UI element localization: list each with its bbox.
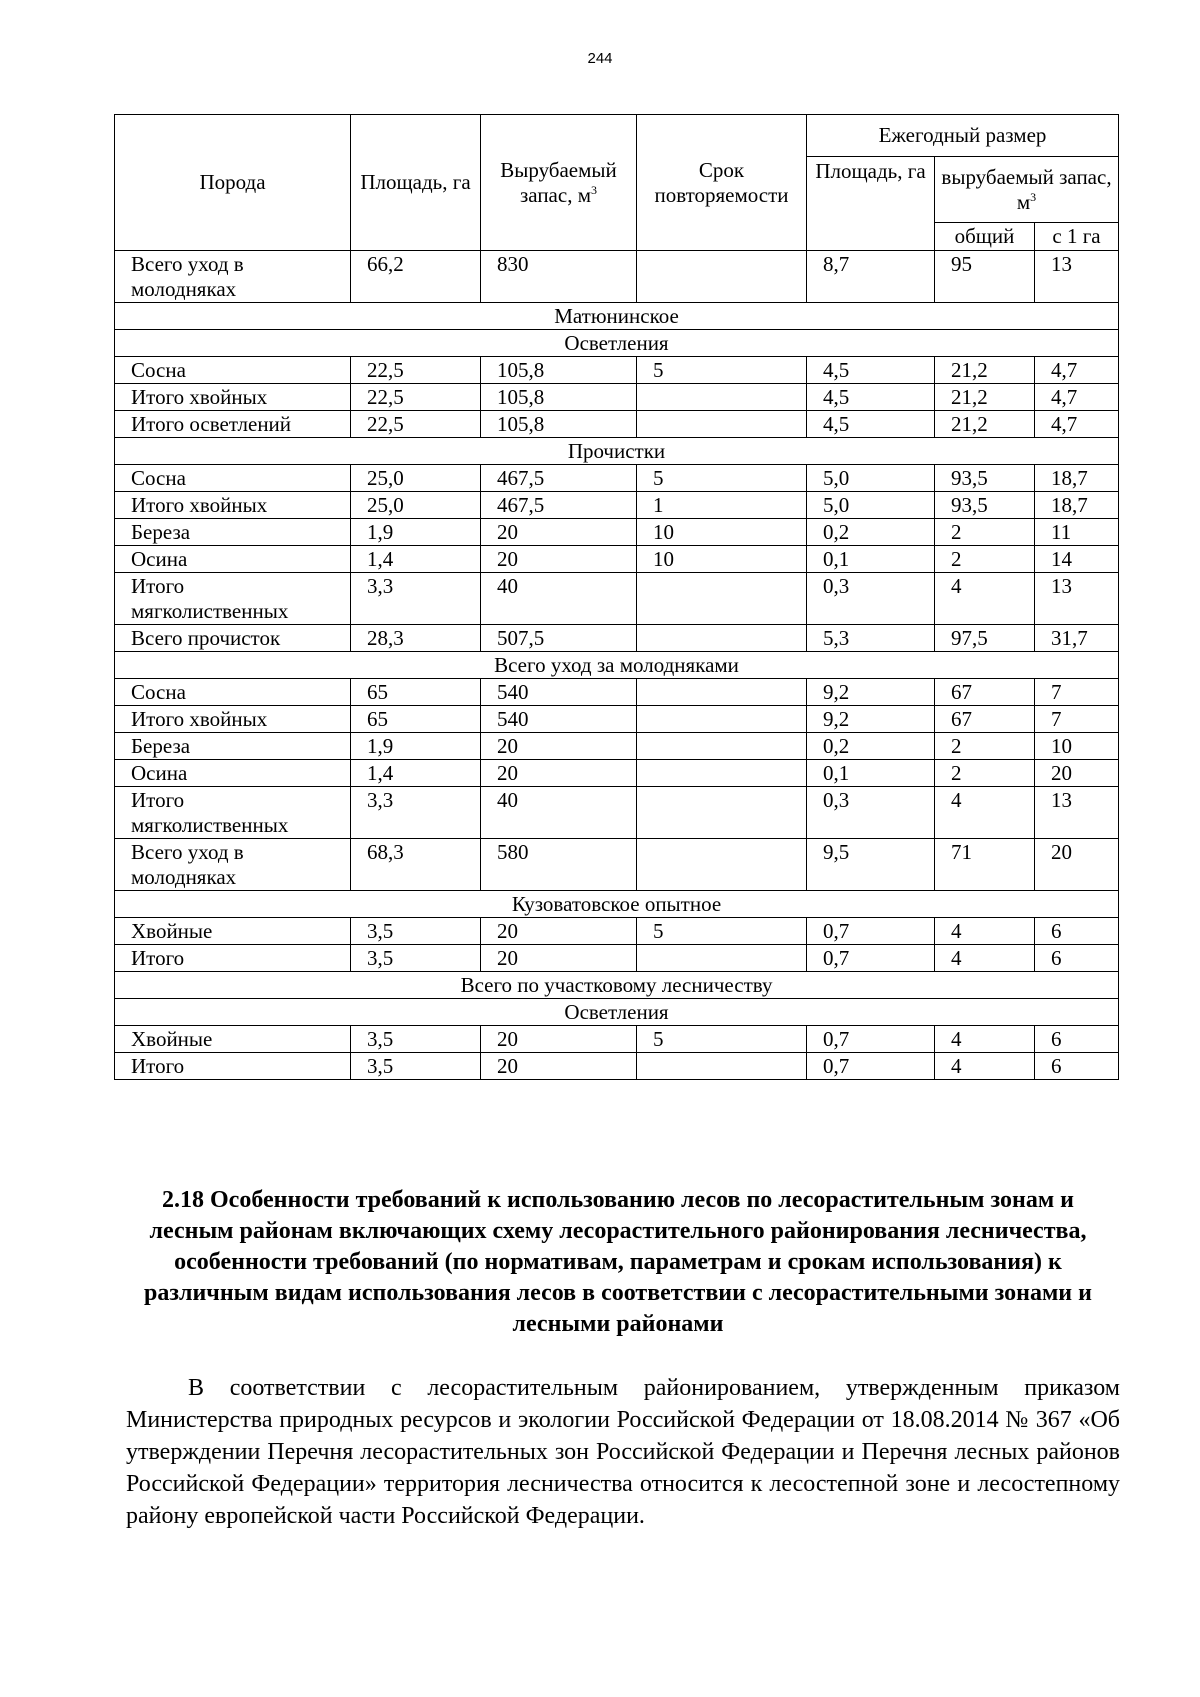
cell-annual-per-ha: 6 xyxy=(1035,918,1119,945)
cell-annual-per-ha: 4,7 xyxy=(1035,357,1119,384)
table-row xyxy=(115,492,1119,519)
cell-annual-area: 9,2 xyxy=(807,679,935,706)
cell-annual-per-ha: 7 xyxy=(1035,706,1119,733)
cell-annual-area: 5,0 xyxy=(807,492,935,519)
cell-annual-area: 4,5 xyxy=(807,384,935,411)
cell-period xyxy=(637,384,807,411)
cell-stock: 20 xyxy=(481,1026,637,1053)
table-row xyxy=(115,625,1119,652)
cell-annual-total: 97,5 xyxy=(935,625,1035,652)
cell-annual-area: 0,1 xyxy=(807,760,935,787)
cell-area: 1,9 xyxy=(351,733,481,760)
body-paragraph: В соответствии с лесорастительным районированием, утвержденным приказом Министерства природных ресурсов и экологии Российской Федерации от 18.08.2014 № 367 «Об утверждении Перечня лесорастительных зон Российской Федерации и Перечня лесных районов Российской Федерации» территория лесничества относится к лесостепной зоне и лесостепному району европейской части Российской Федерации. xyxy=(126,1375,1120,1529)
cell-species: Хвойные xyxy=(115,918,351,945)
cell-annual-area: 0,7 xyxy=(807,1053,935,1080)
cell-stock: 20 xyxy=(481,1053,637,1080)
cell-period: 5 xyxy=(637,465,807,492)
cell-species: Береза xyxy=(115,519,351,546)
cell-annual-per-ha: 4,7 xyxy=(1035,384,1119,411)
section-row xyxy=(115,330,1119,357)
cell-species: Сосна xyxy=(115,357,351,384)
cell-period xyxy=(637,787,807,839)
cell-stock: 830 xyxy=(481,251,637,303)
header-area: Площадь, га xyxy=(351,115,481,251)
cell-stock: 580 xyxy=(481,839,637,891)
cell-annual-total: 2 xyxy=(935,733,1035,760)
cell-stock: 540 xyxy=(481,706,637,733)
page-number: 244 xyxy=(587,50,613,67)
cell-annual-per-ha: 14 xyxy=(1035,546,1119,573)
cell-annual-total: 4 xyxy=(935,787,1035,839)
section-label: Осветления xyxy=(115,330,1119,357)
cell-period xyxy=(637,760,807,787)
cell-period xyxy=(637,251,807,303)
cell-annual-per-ha: 31,7 xyxy=(1035,625,1119,652)
cell-species: Итого осветлений xyxy=(115,411,351,438)
cell-species: Береза xyxy=(115,733,351,760)
cell-period xyxy=(637,411,807,438)
cell-area: 22,5 xyxy=(351,384,481,411)
cell-annual-area: 5,0 xyxy=(807,465,935,492)
cell-annual-total: 2 xyxy=(935,519,1035,546)
cell-annual-area: 0,1 xyxy=(807,546,935,573)
table-row xyxy=(115,679,1119,706)
cell-species: Сосна xyxy=(115,679,351,706)
cell-area: 25,0 xyxy=(351,465,481,492)
cell-stock: 20 xyxy=(481,733,637,760)
cell-stock: 40 xyxy=(481,573,637,625)
cell-annual-area: 0,7 xyxy=(807,918,935,945)
cell-annual-per-ha: 7 xyxy=(1035,679,1119,706)
table-row xyxy=(115,519,1119,546)
cell-species: Хвойные xyxy=(115,1026,351,1053)
cell-period: 5 xyxy=(637,918,807,945)
header-period: Срок повторяемости xyxy=(637,115,807,251)
cell-annual-total: 67 xyxy=(935,706,1035,733)
cell-species: Итого хвойных xyxy=(115,706,351,733)
cell-annual-area: 0,7 xyxy=(807,1026,935,1053)
cell-annual-per-ha: 6 xyxy=(1035,945,1119,972)
cell-annual-area: 9,5 xyxy=(807,839,935,891)
table-row xyxy=(115,1053,1119,1080)
cell-stock: 467,5 xyxy=(481,492,637,519)
cell-area: 66,2 xyxy=(351,251,481,303)
table-row xyxy=(115,945,1119,972)
table-row xyxy=(115,573,1119,625)
cell-period: 10 xyxy=(637,519,807,546)
table-row xyxy=(115,839,1119,891)
section-label: Всего по участковому лесничеству xyxy=(115,972,1119,999)
cell-area: 65 xyxy=(351,706,481,733)
cell-annual-total: 21,2 xyxy=(935,384,1035,411)
cell-annual-total: 95 xyxy=(935,251,1035,303)
section-row xyxy=(115,652,1119,679)
cell-annual-total: 67 xyxy=(935,679,1035,706)
table-row xyxy=(115,706,1119,733)
cell-area: 3,3 xyxy=(351,787,481,839)
table-header xyxy=(115,115,1119,251)
cell-annual-area: 0,2 xyxy=(807,733,935,760)
table-row xyxy=(115,384,1119,411)
cell-annual-per-ha: 13 xyxy=(1035,787,1119,839)
cell-annual-total: 21,2 xyxy=(935,357,1035,384)
cell-period xyxy=(637,573,807,625)
cell-area: 22,5 xyxy=(351,357,481,384)
cell-annual-per-ha: 13 xyxy=(1035,251,1119,303)
cell-species: Итого хвойных xyxy=(115,384,351,411)
cell-area: 68,3 xyxy=(351,839,481,891)
cell-annual-total: 4 xyxy=(935,1053,1035,1080)
cell-annual-total: 93,5 xyxy=(935,465,1035,492)
cell-annual-area: 4,5 xyxy=(807,411,935,438)
section-row xyxy=(115,999,1119,1026)
table-row xyxy=(115,760,1119,787)
table-row xyxy=(115,733,1119,760)
cell-annual-per-ha: 4,7 xyxy=(1035,411,1119,438)
cell-species: Итого xyxy=(115,1053,351,1080)
section-label: Матюнинское xyxy=(115,303,1119,330)
cell-area: 25,0 xyxy=(351,492,481,519)
cell-species: Итого хвойных xyxy=(115,492,351,519)
section-label: Осветления xyxy=(115,999,1119,1026)
cell-annual-area: 0,7 xyxy=(807,945,935,972)
cell-annual-per-ha: 13 xyxy=(1035,573,1119,625)
cell-annual-per-ha: 6 xyxy=(1035,1053,1119,1080)
cell-annual-per-ha: 18,7 xyxy=(1035,465,1119,492)
cell-stock: 540 xyxy=(481,679,637,706)
cell-annual-area: 5,3 xyxy=(807,625,935,652)
section-row xyxy=(115,303,1119,330)
cell-species: Всего уход в молодняках xyxy=(115,251,351,303)
cell-period xyxy=(637,733,807,760)
cell-area: 22,5 xyxy=(351,411,481,438)
cell-species: Сосна xyxy=(115,465,351,492)
section-heading: 2.18 Особенности требований к использованию лесов по лесорастительным зонам и лесным районам включающих схему лесорастительного районирования лесничества, особенности требований (по нормативам, параметрам и срокам использования) к различным видам использования лесов в соответствии с лесорастительными зонами и лесными районами xyxy=(144,1187,1092,1337)
section-label: Кузоватовское опытное xyxy=(115,891,1119,918)
cell-annual-area: 0,3 xyxy=(807,787,935,839)
section-label: Прочистки xyxy=(115,438,1119,465)
cell-species: Итого xyxy=(115,945,351,972)
cell-period xyxy=(637,625,807,652)
table-row xyxy=(115,787,1119,839)
cell-stock: 20 xyxy=(481,918,637,945)
cell-species: Итого мягколиственных xyxy=(115,573,351,625)
cell-period xyxy=(637,1053,807,1080)
cell-annual-per-ha: 10 xyxy=(1035,733,1119,760)
header-annual: Ежегодный размер xyxy=(807,115,1119,157)
cell-stock: 105,8 xyxy=(481,357,637,384)
header-annual-area: Площадь, га xyxy=(807,157,935,251)
cell-stock: 507,5 xyxy=(481,625,637,652)
cell-area: 28,3 xyxy=(351,625,481,652)
table-row xyxy=(115,357,1119,384)
table-row xyxy=(115,465,1119,492)
cell-annual-total: 2 xyxy=(935,546,1035,573)
cell-annual-total: 71 xyxy=(935,839,1035,891)
cell-period: 1 xyxy=(637,492,807,519)
table-row xyxy=(115,546,1119,573)
cell-annual-per-ha: 6 xyxy=(1035,1026,1119,1053)
cell-area: 3,5 xyxy=(351,1026,481,1053)
cell-area: 3,5 xyxy=(351,918,481,945)
cell-stock: 20 xyxy=(481,945,637,972)
table-body xyxy=(115,251,1119,1080)
cell-annual-per-ha: 20 xyxy=(1035,839,1119,891)
cell-period xyxy=(637,706,807,733)
table-row xyxy=(115,1026,1119,1053)
cell-stock: 40 xyxy=(481,787,637,839)
cell-annual-total: 93,5 xyxy=(935,492,1035,519)
cell-annual-area: 0,3 xyxy=(807,573,935,625)
cell-annual-per-ha: 18,7 xyxy=(1035,492,1119,519)
cell-annual-total: 21,2 xyxy=(935,411,1035,438)
cell-area: 3,5 xyxy=(351,945,481,972)
cell-annual-total: 4 xyxy=(935,573,1035,625)
header-annual-stock: вырубаемый запас, $м^3$ xyxy=(935,157,1119,223)
cell-annual-area: 4,5 xyxy=(807,357,935,384)
cell-stock: 20 xyxy=(481,519,637,546)
section-row xyxy=(115,891,1119,918)
cell-period: 10 xyxy=(637,546,807,573)
cell-period xyxy=(637,945,807,972)
section-row xyxy=(115,438,1119,465)
cell-species: Осина xyxy=(115,546,351,573)
header-total: общий xyxy=(935,223,1035,251)
cell-annual-area: 8,7 xyxy=(807,251,935,303)
cell-period xyxy=(637,839,807,891)
cell-area: 3,3 xyxy=(351,573,481,625)
cell-stock: 105,8 xyxy=(481,411,637,438)
cell-annual-area: 9,2 xyxy=(807,706,935,733)
cell-area: 1,4 xyxy=(351,546,481,573)
cell-species: Осина xyxy=(115,760,351,787)
cell-area: 3,5 xyxy=(351,1053,481,1080)
cell-annual-total: 4 xyxy=(935,945,1035,972)
cell-species: Всего прочисток xyxy=(115,625,351,652)
cell-stock: 105,8 xyxy=(481,384,637,411)
section-label: Всего уход за молодняками xyxy=(115,652,1119,679)
cell-period: 5 xyxy=(637,357,807,384)
cell-annual-per-ha: 20 xyxy=(1035,760,1119,787)
cell-area: 1,4 xyxy=(351,760,481,787)
header-species: Порода xyxy=(115,115,351,251)
cell-annual-total: 4 xyxy=(935,918,1035,945)
cell-stock: 20 xyxy=(481,760,637,787)
cell-area: 1,9 xyxy=(351,519,481,546)
cell-stock: 20 xyxy=(481,546,637,573)
cell-period: 5 xyxy=(637,1026,807,1053)
section-row xyxy=(115,972,1119,999)
harvest-table xyxy=(114,114,1119,1080)
cell-stock: 467,5 xyxy=(481,465,637,492)
table-row xyxy=(115,918,1119,945)
cell-annual-total: 4 xyxy=(935,1026,1035,1053)
cell-annual-area: 0,2 xyxy=(807,519,935,546)
header-stock: Вырубаемый запас, $м^3$ xyxy=(481,115,637,251)
cell-annual-total: 2 xyxy=(935,760,1035,787)
cell-area: 65 xyxy=(351,679,481,706)
header-per-ha: с 1 га xyxy=(1035,223,1119,251)
cell-annual-per-ha: 11 xyxy=(1035,519,1119,546)
cell-species: Всего уход в молодняках xyxy=(115,839,351,891)
cell-species: Итого мягколиственных xyxy=(115,787,351,839)
table-row xyxy=(115,411,1119,438)
cell-period xyxy=(637,679,807,706)
table-row xyxy=(115,251,1119,303)
